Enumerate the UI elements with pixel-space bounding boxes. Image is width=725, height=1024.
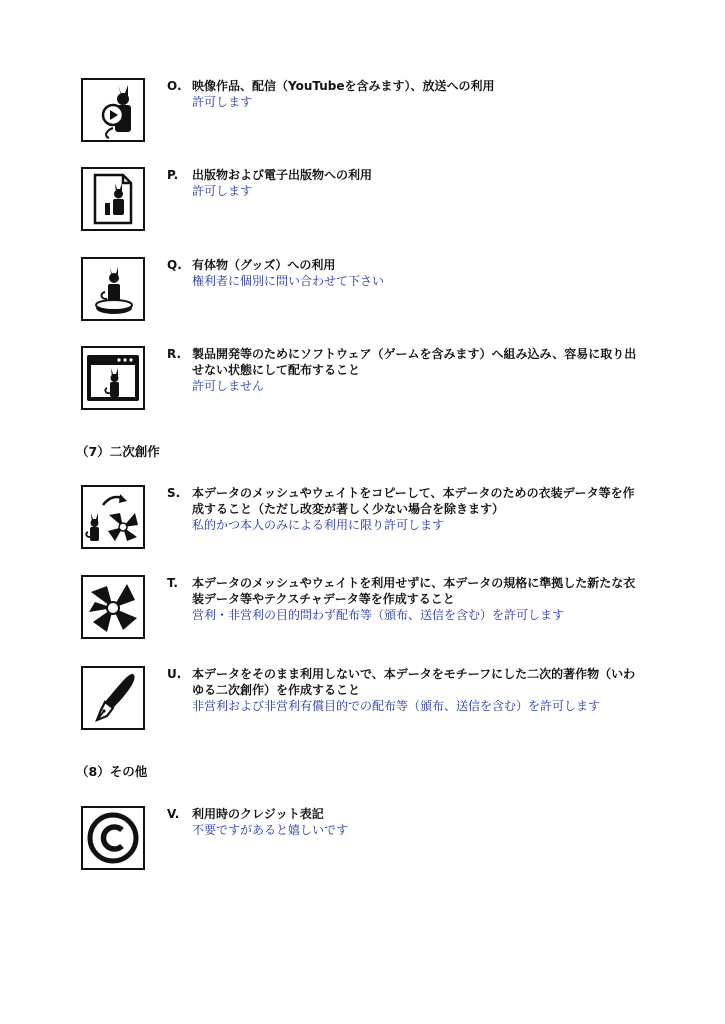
item-v xyxy=(81,806,681,872)
item-letter: S. xyxy=(167,486,181,500)
item-title: 本データのメッシュやウェイトを利用せずに、本データの規格に準拠した新たな衣装データ等やテクスチャデータ等を作成すること xyxy=(192,576,636,606)
item-s xyxy=(81,485,681,551)
item-text xyxy=(192,78,644,110)
item-permission: 許可しません xyxy=(192,379,265,393)
item-title: 映像作品、配信（YouTubeを含みます）、放送への利用 xyxy=(192,79,495,93)
section-heading-other: （8）その他 xyxy=(76,764,148,779)
item-o xyxy=(81,78,681,144)
item-text xyxy=(192,346,644,394)
software-window-icon xyxy=(81,346,145,410)
item-letter: R. xyxy=(167,347,182,361)
item-t xyxy=(81,575,681,641)
item-letter: U. xyxy=(167,667,182,681)
item-permission: 許可します xyxy=(192,184,253,198)
item-text xyxy=(192,257,644,289)
item-u xyxy=(81,666,681,732)
section-heading-derivative: （7）二次創作 xyxy=(76,444,160,459)
item-permission: 権利者に個別に問い合わせて下さい xyxy=(192,274,385,288)
pen-nib-icon xyxy=(81,666,145,730)
item-r xyxy=(81,346,681,412)
goods-figure-icon xyxy=(81,257,145,321)
item-letter: V. xyxy=(167,807,180,821)
item-title: 有体物（グッズ）への利用 xyxy=(192,258,336,272)
item-permission: 私的かつ本人のみによる利用に限り許可します xyxy=(192,518,445,532)
item-letter: P. xyxy=(167,168,179,182)
item-text xyxy=(192,485,644,533)
item-text xyxy=(192,806,644,838)
item-permission: 許可します xyxy=(192,95,253,109)
item-text xyxy=(192,666,644,714)
item-letter: Q. xyxy=(167,258,182,272)
new-costume-icon xyxy=(81,575,145,639)
item-p xyxy=(81,167,681,233)
item-permission: 不要ですがあると嬉しいです xyxy=(192,823,349,837)
item-title: 利用時のクレジット表記 xyxy=(192,807,324,821)
video-broadcast-icon xyxy=(81,78,145,142)
item-text xyxy=(192,167,644,199)
item-q xyxy=(81,257,681,323)
publication-icon xyxy=(81,167,145,231)
costume-copy-icon xyxy=(81,485,145,549)
item-title: 本データをそのまま利用しないで、本データをモチーフにした二次的著作物（いわゆる二次創作）を作成すること xyxy=(192,667,636,697)
item-letter: O. xyxy=(167,79,182,93)
item-letter: T. xyxy=(167,576,178,590)
item-title: 製品開発等のためにソフトウェア（ゲームを含みます）へ組み込み、容易に取り出せない状態にして配布すること xyxy=(192,347,637,377)
item-permission: 非営利および非営利有償目的での配布等（頒布、送信を含む）を許可します xyxy=(192,699,601,713)
item-permission: 営利・非営利の目的問わず配布等（頒布、送信を含む）を許可します xyxy=(192,608,565,622)
item-title: 本データのメッシュやウェイトをコピーして、本データのための衣装データ等を作成すること（ただし改変が著しく少ない場合を除きます） xyxy=(192,486,635,516)
copyright-icon xyxy=(81,806,145,870)
item-text xyxy=(192,575,644,623)
item-title: 出版物および電子出版物への利用 xyxy=(192,168,373,182)
